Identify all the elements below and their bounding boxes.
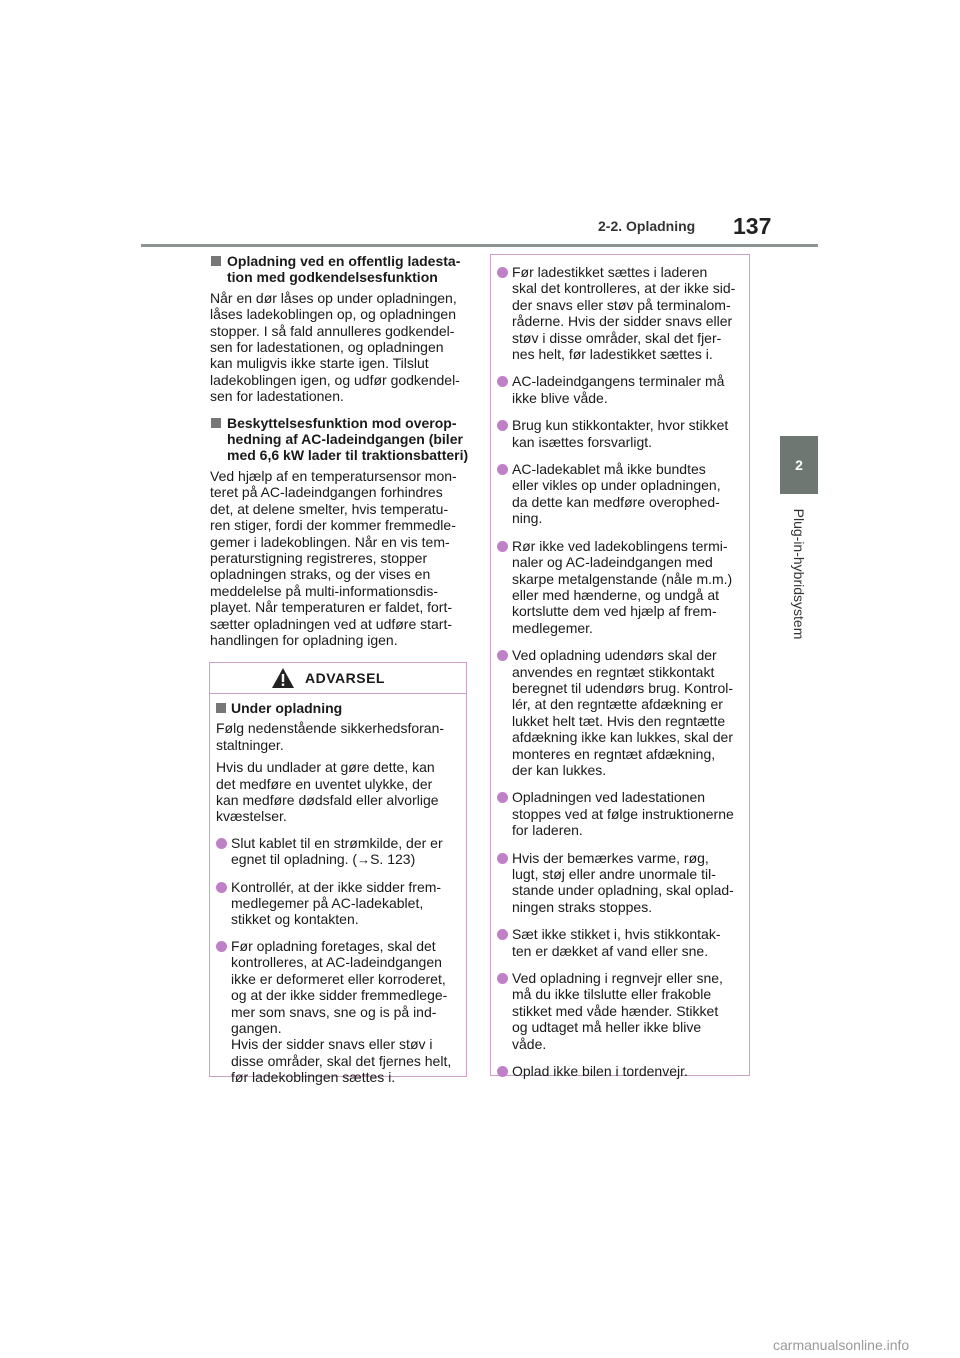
page-reference-link[interactable]: S. 123) [370, 851, 416, 868]
list-item-text: Før ladestikket sættes i laderen skal det kontrolleres, at der ikke sid- der snavs eller støv på terminalom- råderne. Hvis der sidder snavs eller støv i disse områder, skal det fjer- nes helt, før ladestikket sættes i. [512, 264, 736, 363]
warning-continuation-box [490, 254, 750, 1080]
list-item [497, 264, 743, 362]
list-item [497, 417, 743, 450]
bullet-dot-icon [216, 838, 227, 849]
bullet-dot-icon [497, 267, 508, 278]
list-item-text: Brug kun stikkontakter, hvor stikket kan isættes forsvarligt. [512, 417, 729, 450]
left-column [210, 253, 472, 658]
warning-triangle-icon [271, 667, 295, 689]
list-item-text: Sæt ikke stikket i, hvis stikkontak- ten er dækket af vand eller sne. [512, 926, 721, 959]
list-item [497, 538, 743, 636]
bullet-dot-icon [216, 941, 227, 952]
list-item-text: Opladningen ved ladestationen stoppes ved at følge instruktionerne for laderen. [512, 789, 734, 839]
list-item-text: Hvis der bemærkes varme, røg, lugt, støj eller andre unormale til- stande under opladning, skal oplad- ningen straks stoppes. [512, 849, 734, 915]
warning-subtitle [216, 700, 460, 716]
warning-bullet [216, 879, 460, 928]
bullet-dot-icon [497, 853, 508, 864]
section-paragraph: Når en dør låses op under opladningen, låses ladekoblingen op, og opladningen stopper. I så fald annulleres godkendel- sen for ladestationen, og opladningen kan muligvis ikke starte igen. Tilslut ladekoblingen igen, og udfør godkendel- sen for ladestationen. [210, 289, 460, 405]
section-header: 2-2. Opladning [598, 218, 696, 234]
section-heading [210, 415, 472, 464]
section-heading-text: Beskyttelsesfunktion mod overop- hedning af AC-ladeindgangen (biler med 6,6 kW lader til traktionsbatteri) [227, 414, 469, 464]
square-bullet-icon [216, 703, 226, 713]
list-item [497, 1063, 743, 1079]
section-heading [210, 253, 472, 286]
warning-bullet-text: Kontrollér, at der ikke sidder frem- medlegemer på AC-ladekablet, stikket og kontakten. [231, 878, 442, 928]
list-item [497, 926, 743, 959]
list-item-text: AC-ladeindgangens terminaler må ikke blive våde. [512, 373, 725, 406]
list-item-text: Ved opladning udendørs skal der anvendes en regntæt stikkontakt beregnet til udendørs brug. Kontrol- lér, at den regntætte afdækning er lukket helt tæt. Hvis den regntætte afdækning ikke kan lukkes, skal der monteres en regntæt afdækning, der kan lukkes. [512, 647, 734, 778]
square-bullet-icon [211, 256, 221, 266]
warning-intro: Følg nedenstående sikkerhedsforan- staltninger. [216, 720, 445, 753]
chapter-tab-number: 2 [780, 436, 818, 494]
arrow-right-icon: → [357, 852, 371, 868]
list-item [497, 789, 743, 838]
list-item [497, 373, 743, 406]
list-item-text: Oplad ikke bilen i tordenvejr. [512, 1063, 688, 1080]
page-number: 137 [733, 213, 772, 239]
warning-intro: Hvis du undlader at gøre dette, kan det medføre en uventet ulykke, der kan medføre dødsfald eller alvorlige kvæstelser. [216, 759, 439, 825]
bullet-dot-icon [497, 1066, 508, 1077]
list-item [497, 647, 743, 778]
bullet-dot-icon [497, 464, 508, 475]
section-paragraph: Ved hjælp af en temperatursensor mon- teret på AC-ladeindgangen forhindres det, at delene smelter, hvis temperatu- ren stiger, fordi der kommer fremmedle- gemer i ladekoblingen. Når en vis tem- peraturstigning registreres, stopper opladningen straks, og der vises en meddelelse på multi-informationsdis- playet. Når temperaturen er faldet, fort- sætter opladningen ved at udføre start- handlingen for opladning igen. [210, 467, 457, 648]
bullet-dot-icon [497, 420, 508, 431]
section-heading-text: Opladning ved en offentlig ladesta- tion med godkendelsesfunktion [227, 253, 461, 286]
bullet-dot-icon [497, 650, 508, 661]
bullet-dot-icon [497, 929, 508, 940]
watermark: carmanualsonline.info [773, 1337, 910, 1353]
warning-bullet-text: Før opladning foretages, skal det kontrolleres, at AC-ladeindgangen ikke er deformeret eller korroderet, og at der ikke sidder fremmedlege- mer som snavs, sne og is på ind- gangen. Hvis der sidder snavs eller støv i disse områder, skal det fjernes helt, før ladekoblingen sættes i. [231, 937, 452, 1086]
bullet-dot-icon [497, 792, 508, 803]
warning-bullet [216, 938, 460, 1086]
list-item-text: Ved opladning i regnvejr eller sne, må du ikke tilslutte eller frakoble stikket med våde hænder. Stikket og udtaget må heller ikke blive våde. [512, 970, 723, 1052]
warning-title: ADVARSEL [305, 670, 385, 686]
list-item-text: AC-ladekablet må ikke bundtes eller vikles op under opladningen, da dette kan medføre overophed- ning. [512, 461, 721, 527]
warning-bullet [216, 835, 460, 869]
list-item [497, 461, 743, 527]
list-item-text: Rør ikke ved ladekoblingens termi- naler og AC-ladeindgangen med skarpe metalgenstande (nåle m.m.) eller med hænderne, og undgå at kortslutte dem ved hjælp af frem- medlegemer. [512, 537, 733, 636]
bullet-dot-icon [216, 882, 227, 893]
list-item [497, 850, 743, 916]
square-bullet-icon [211, 418, 221, 428]
bullet-dot-icon [497, 376, 508, 387]
warning-bullet-text: Slut kablet til en strømkilde, der er egnet til opladning. ( [231, 834, 443, 868]
warning-body [210, 694, 466, 1086]
warning-subtitle-text: Under opladning [231, 700, 343, 716]
chapter-tab-label: Plug-in-hybridsystem [791, 508, 807, 640]
bullet-dot-icon [497, 973, 508, 984]
warning-box [209, 662, 467, 1086]
bullet-dot-icon [497, 541, 508, 552]
warning-header [210, 663, 466, 694]
list-item [497, 970, 743, 1052]
header-divider [141, 244, 818, 247]
